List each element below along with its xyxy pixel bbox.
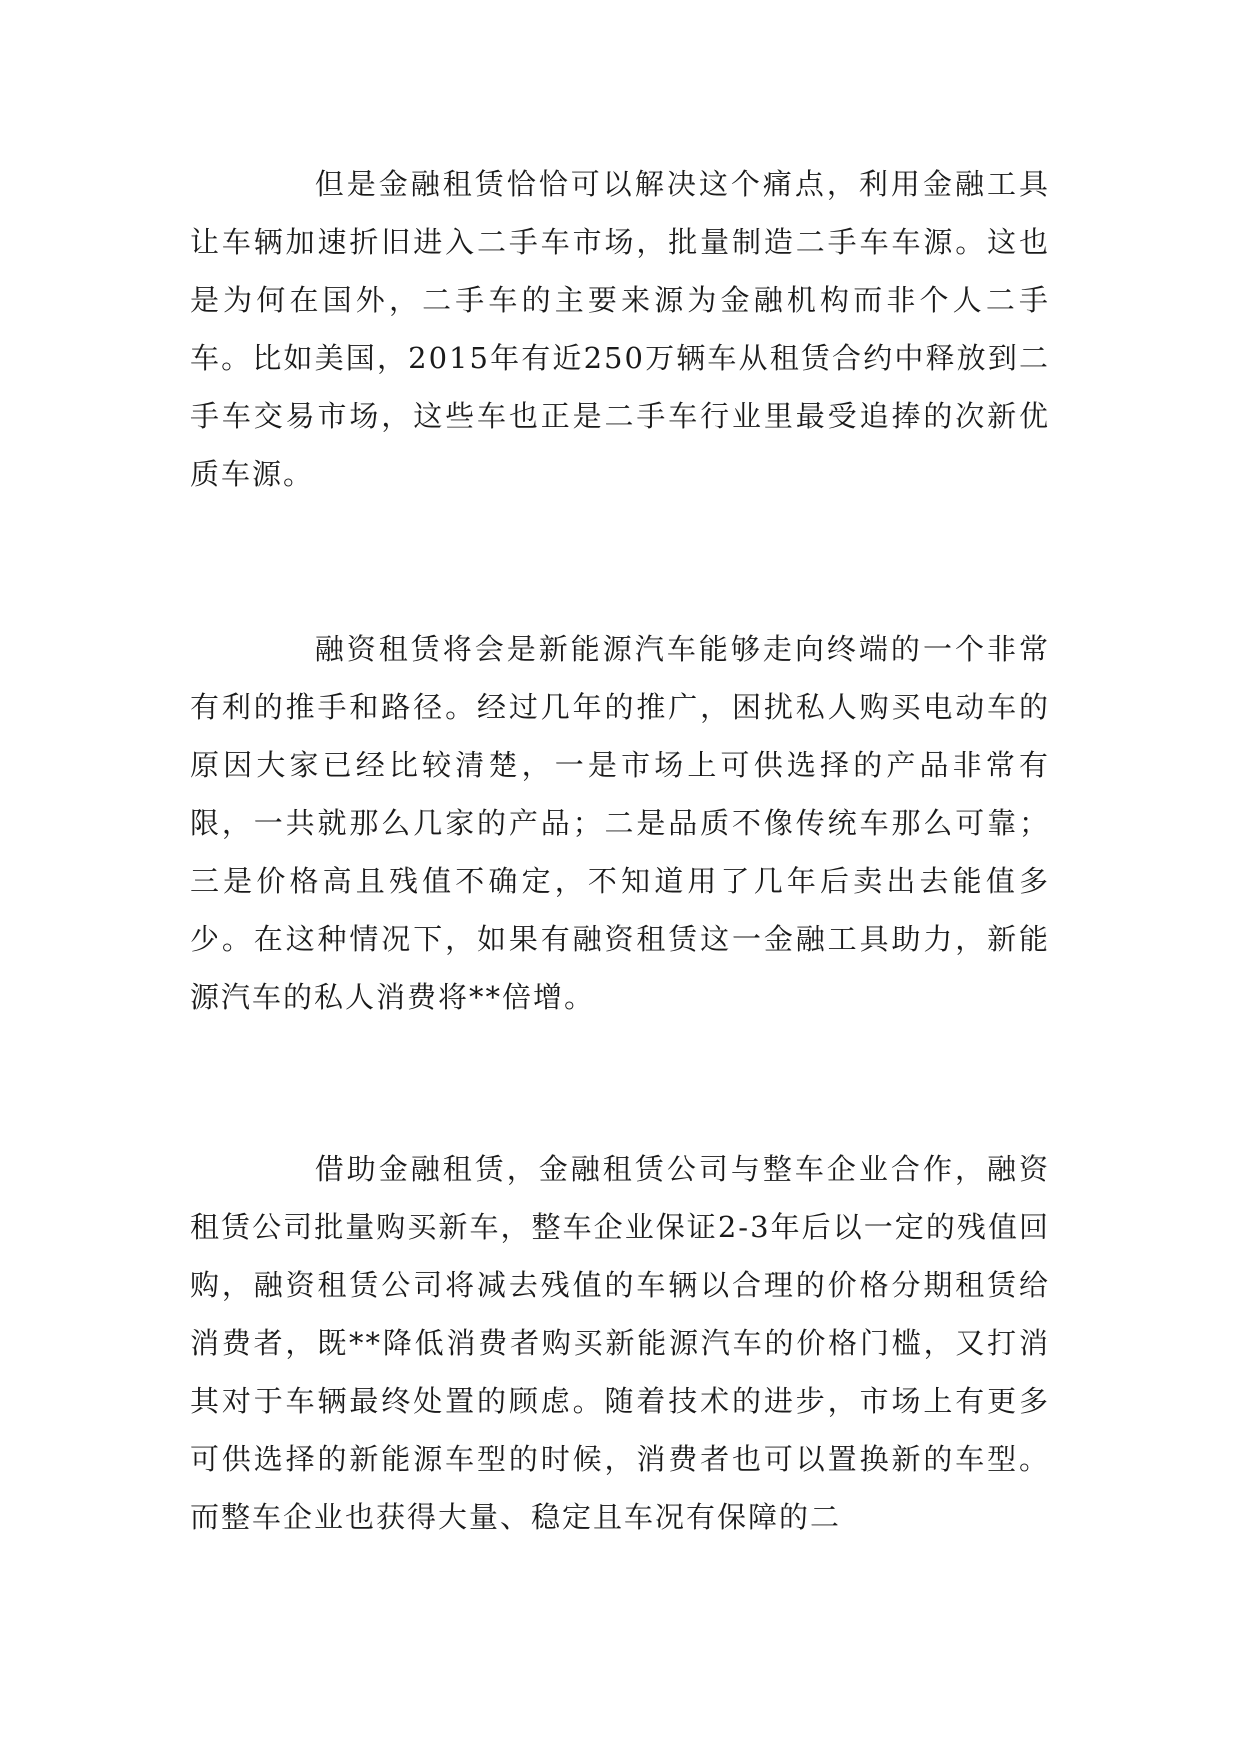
paragraph-used-car-leasing: 但是金融租赁恰恰可以解决这个痛点，利用金融工具让车辆加速折旧进入二手车市场，批量制造二手车车源。这也是为何在国外，二手车的主要来源为金融机构而非个人二手车。比如美国，2015年有近250万辆车从租赁合约中释放到二手车交易市场，这些车也正是二手车行业里最受追捧的次新优质车源。: [190, 167, 1050, 491]
paragraph-leasing-cooperation: 借助金融租赁，金融租赁公司与整车企业合作，融资租赁公司批量购买新车，整车企业保证2-3年后以一定的残值回购，融资租赁公司将减去残值的车辆以合理的价格分期租赁给消费者，既**降低消费者购买新能源汽车的价格门槛，又打消其对于车辆最终处置的顾虑。随着技术的进步，市场上有更多可供选择的新能源车型的时候，消费者也可以置换新的车型。而整车企业也获得大量、稳定且车况有保障的二: [190, 1152, 1050, 1534]
paragraph-new-energy-financing: 融资租赁将会是新能源汽车能够走向终端的一个非常有利的推手和路径。经过几年的推广，困扰私人购买电动车的原因大家已经比较清楚，一是市场上可供选择的产品非常有限，一共就那么几家的产品；二是品质不像传统车那么可靠；三是价格高且残值不确定，不知道用了几年后卖出去能值多少。在这种情况下，如果有融资租赁这一金融工具助力，新能源汽车的私人消费将**倍增。: [190, 632, 1050, 1014]
